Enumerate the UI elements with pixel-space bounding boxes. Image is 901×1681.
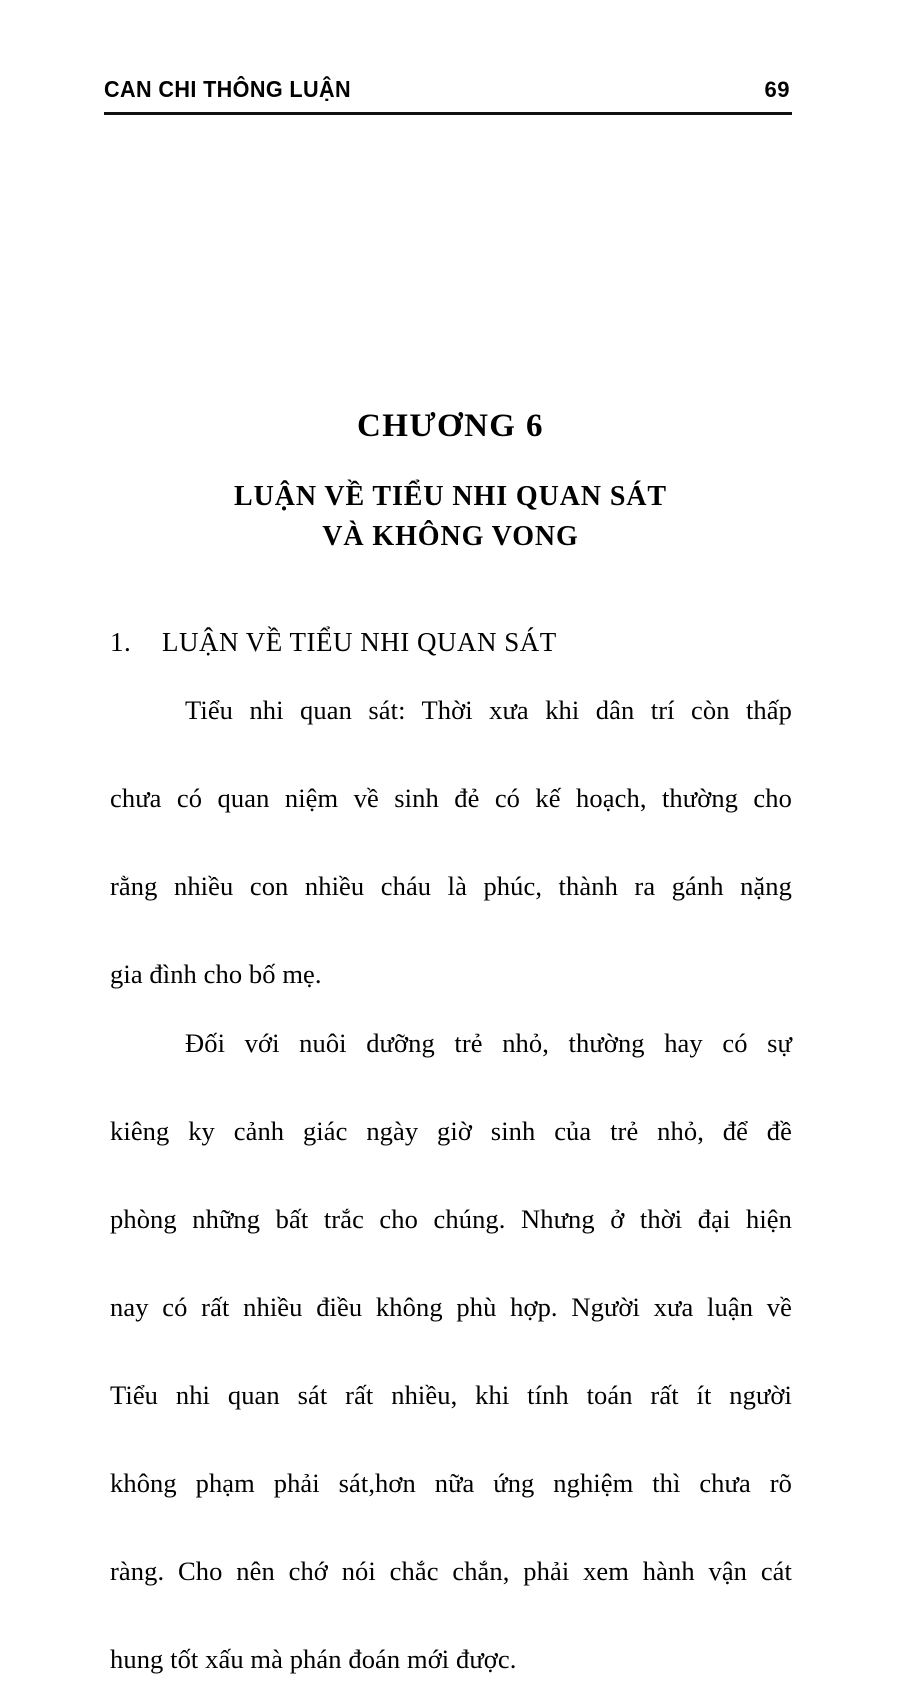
chapter-title-line-1: LUẬN VỀ TIỂU NHI QUAN SÁT bbox=[234, 480, 667, 512]
text-line: rằng nhiều con nhiều cháu là phúc, thành ra gánh nặng bbox=[110, 871, 792, 901]
text-line: gia đình cho bố mẹ. bbox=[110, 959, 322, 989]
page-number: 69 bbox=[764, 77, 790, 102]
section-heading bbox=[110, 626, 800, 658]
running-head bbox=[104, 78, 790, 101]
section-number: 1. bbox=[110, 627, 132, 657]
text-line: nay có rất nhiều điều không phù hợp. Người xưa luận về bbox=[110, 1292, 792, 1322]
text-line: hung tốt xấu mà phán đoán mới được. bbox=[110, 1644, 517, 1674]
paragraph bbox=[110, 1021, 792, 1681]
section-heading-text: LUẬN VỀ TIỂU NHI QUAN SÁT bbox=[162, 627, 557, 657]
chapter-title-line-2: VÀ KHÔNG VONG bbox=[322, 520, 579, 552]
text-line: không phạm phải sát,hơn nữa ứng nghiệm thì chưa rõ bbox=[110, 1468, 792, 1498]
text-line: Tiểu nhi quan sát rất nhiều, khi tính toán rất ít người bbox=[110, 1380, 792, 1410]
text-line: chưa có quan niệm về sinh đẻ có kế hoạch, thường cho bbox=[110, 783, 792, 813]
text-line: Tiểu nhi quan sát: Thời xưa khi dân trí còn thấp bbox=[185, 695, 792, 725]
chapter-heading-block bbox=[0, 408, 901, 556]
text-line: Đối với nuôi dưỡng trẻ nhỏ, thường hay có sự bbox=[185, 1028, 792, 1058]
header-divider bbox=[104, 112, 792, 115]
text-line: ràng. Cho nên chớ nói chắc chắn, phải xem hành vận cát bbox=[110, 1556, 792, 1586]
paragraph bbox=[110, 688, 792, 996]
running-head-title: CAN CHI THÔNG LUẬN bbox=[104, 76, 351, 102]
text-line: kiêng ky cảnh giác ngày giờ sinh của trẻ nhỏ, để đề bbox=[110, 1116, 792, 1146]
chapter-number: CHƯƠNG 6 bbox=[357, 408, 544, 444]
text-line: phòng những bất trắc cho chúng. Nhưng ở thời đại hiện bbox=[110, 1204, 792, 1234]
body-copy bbox=[110, 688, 792, 1681]
